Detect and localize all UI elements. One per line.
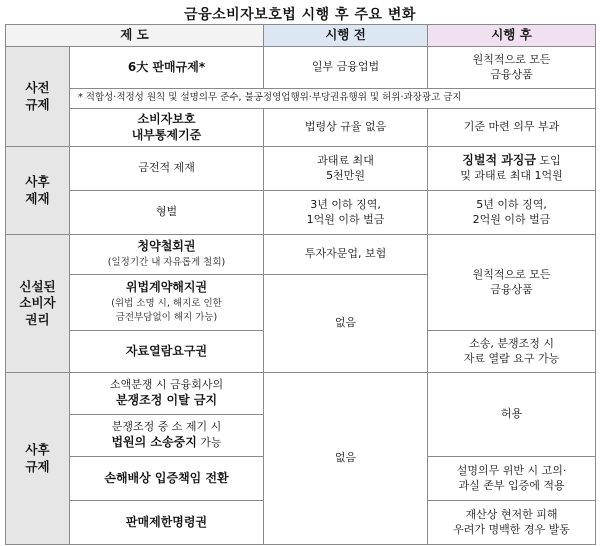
- criminal-before: 3년 이하 징역, 1억원 이하 벌금: [264, 191, 428, 235]
- category-post-regulation: 사후 규제: [6, 373, 70, 545]
- six-rules-cell: 6大 판매규제*: [70, 47, 264, 89]
- internal-standard-cell: 소비자보호 내부통제기준: [70, 109, 264, 147]
- new-rights-after: 원칙적으로 모든 금융상품: [428, 235, 596, 331]
- sales-ban-after: 재산상 현저한 피해 우려가 명백한 경우 발동: [428, 501, 596, 545]
- six-rules-after: 원칙적으로 모든 금융상품: [428, 47, 596, 89]
- litigation-stop-cell: 분쟁조정 중 소 제기 시 법원의 소송중지 가능: [70, 415, 264, 457]
- category-post-sanction: 사후 제재: [6, 147, 70, 235]
- six-rules-before: 일부 금융업법: [264, 47, 428, 89]
- internal-standard-after: 기준 마련 의무 부과: [428, 109, 596, 147]
- table-row: [6, 89, 596, 109]
- burden-shift-after: 설명의무 위반 시 고의· 과실 존부 입증에 적용: [428, 457, 596, 501]
- criminal-cell: 형벌: [70, 191, 264, 235]
- table-row: [6, 235, 596, 275]
- header-row: [6, 25, 596, 47]
- criminal-after: 5년 이하 징역, 2억원 이하 벌금: [428, 191, 596, 235]
- header-before: 시행 전: [264, 25, 428, 47]
- internal-standard-before: 법령상 규율 없음: [264, 109, 428, 147]
- post-regulation-before: 없음: [264, 373, 428, 545]
- comparison-table: [5, 24, 596, 545]
- monetary-sanction-after: 징벌적 과징금 도입 및 과태료 최대 1억원: [428, 147, 596, 191]
- category-pre-regulation: 사전 규제: [6, 47, 70, 147]
- table-row: [6, 373, 596, 415]
- withdrawal-cell: 청약철회권 (일정기간 내 자유롭게 철회): [70, 235, 264, 275]
- small-dispute-cell: 소액분쟁 시 금융회사의 분쟁조정 이탈 금지: [70, 373, 264, 415]
- table-row: [6, 109, 596, 147]
- header-system: 제 도: [6, 25, 264, 47]
- data-request-after: 소송, 분쟁조정 시 자료 열람 요구 가능: [428, 331, 596, 373]
- termination-cell: 위법계약해지권 (위법 소명 시, 해지로 인한 금전부담없이 해지 가능): [70, 275, 264, 331]
- withdrawal-before: 투자자문업, 보험: [264, 235, 428, 275]
- category-new-rights: 신설된 소비자 권리: [6, 235, 70, 373]
- page-title: 금융소비자보호법 시행 후 주요 변화: [184, 7, 416, 23]
- table-row: [6, 147, 596, 191]
- six-rules-footnote: * 적합성·적정성 원칙 및 설명의무 준수, 불공정영업행위·부당권유행위 및 허위·과장광고 금지: [70, 89, 596, 109]
- sales-ban-cell: 판매제한명령권: [70, 501, 264, 545]
- header-after: 시행 후: [428, 25, 596, 47]
- monetary-sanction-cell: 금전적 제재: [70, 147, 264, 191]
- new-rights-before: 없음: [264, 275, 428, 373]
- post-regulation-allowed: 허용: [428, 373, 596, 457]
- table-row: [6, 47, 596, 89]
- burden-shift-cell: 손해배상 입증책임 전환: [70, 457, 264, 501]
- table-row: [6, 191, 596, 235]
- monetary-sanction-before: 과태료 최대 5천만원: [264, 147, 428, 191]
- data-request-cell: 자료열람요구권: [70, 331, 264, 373]
